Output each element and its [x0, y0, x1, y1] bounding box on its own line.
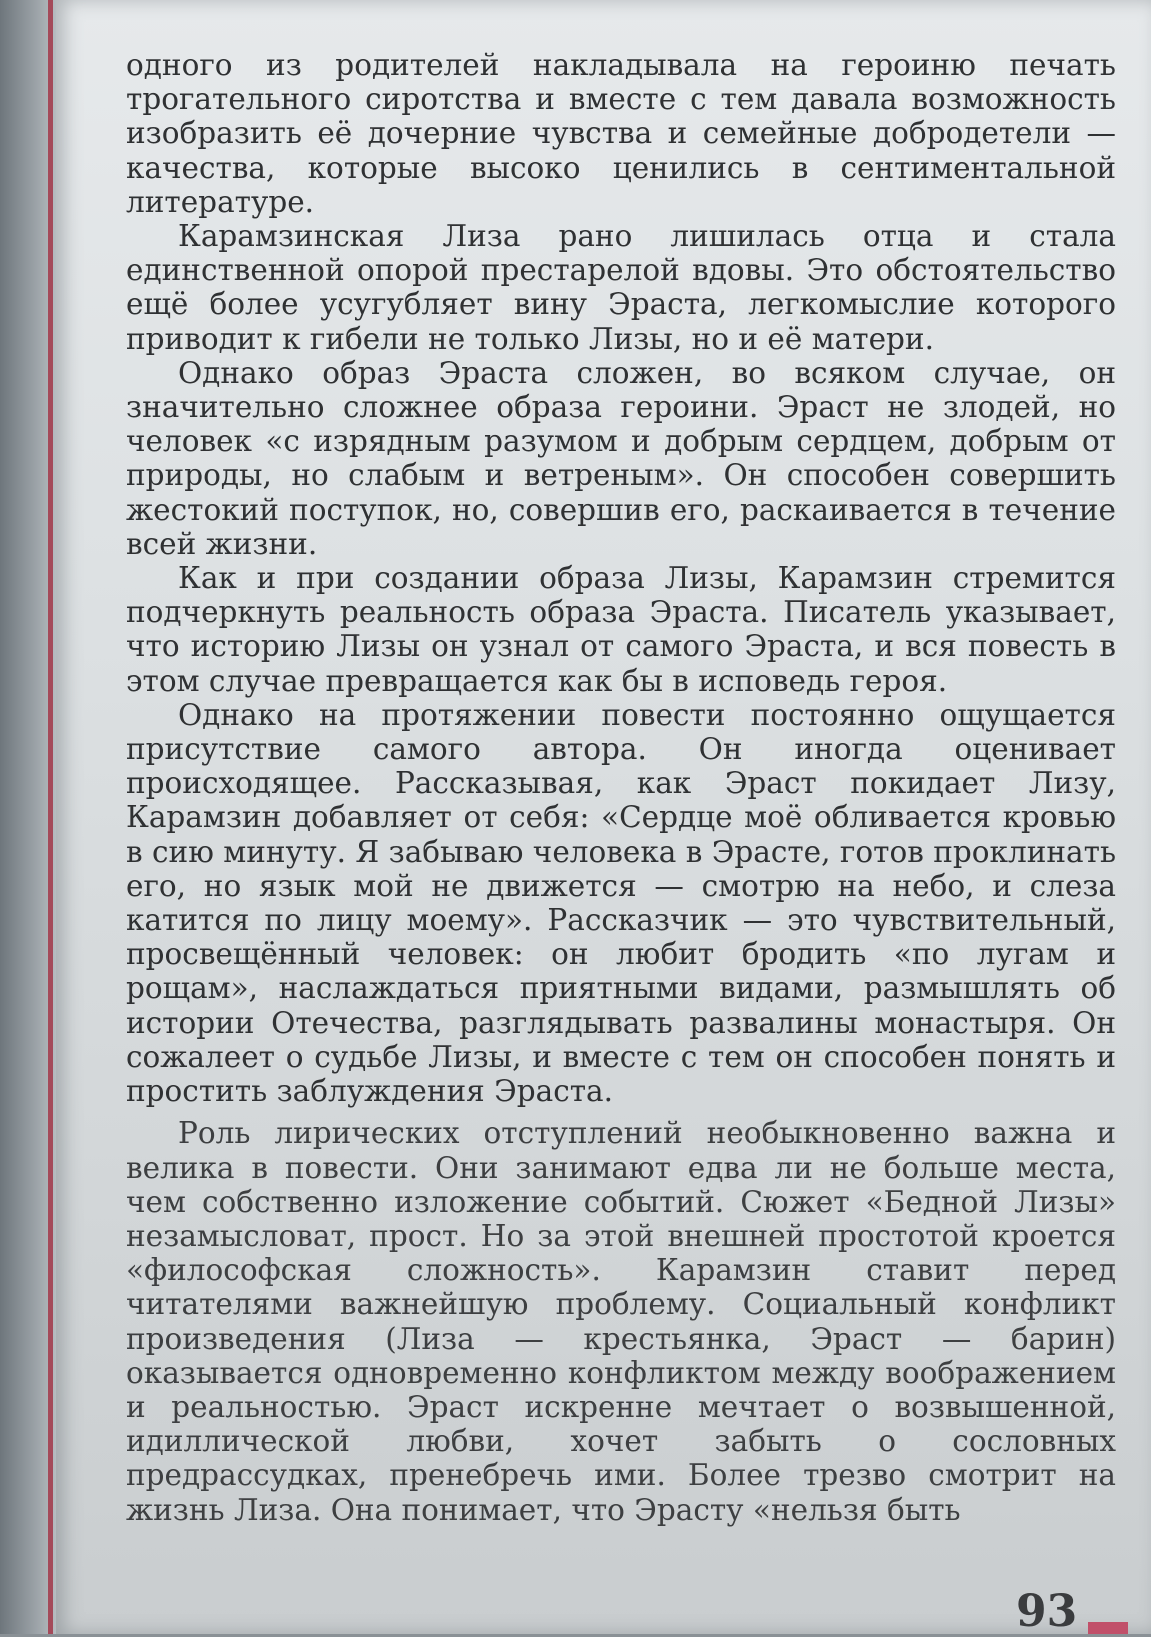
paragraph-6: Роль лирических отступлений необыкновенно важна и велика в повести. Они занимают едва ли не больше места, чем собственно изложение событий. Сюжет «Бедной Лизы» незамысловат, прост. Но за этой внешней простотой кроется «философская сложность». Карамзин ставит перед читателями важнейшую проблему. Социальный конфликт произведения (Лиза — крестьянка, Эраст — барин) оказывается одновременно конфликтом между воображением и реальностью. Эраст искренне мечтает о возвышенной, идиллической любви, хочет забыть о сословных предрассудках, пренебречь ими. Более трезво смотрит на жизнь Лиза. Она понимает, что Эрасту «нельзя быть [126, 1116, 1116, 1527]
paragraph-1: одного из родителей накладывала на героиню печать трогательного сиротства и вместе с тем давала возможность изобразить её дочерние чувства и семейные добродетели — качества, которые высоко ценились в сентиментальной литературе. [126, 48, 1116, 219]
page-number-accent [1088, 1622, 1128, 1634]
page-text [126, 48, 1116, 1527]
page-number: 93 [1016, 1586, 1078, 1637]
paragraph-5: Однако на протяжении повести постоянно ощущается присутствие самого автора. Он иногда оценивает происходящее. Рассказывая, как Эраст покидает Лизу, Карамзин добавляет от себя: «Сердце моё обливается кровью в сию минуту. Я забываю человека в Эрасте, готов проклинать его, но язык мой не движется — смотрю на небо, и слеза катится по лицу моему». Рассказчик — это чувствительный, просвещённый человек: он любит бродить «по лугам и рощам», наслаждаться приятными видами, размышлять об истории Отечества, разглядывать развалины монастыря. Он сожалеет о судьбе Лизы, и вместе с тем он способен понять и простить заблуждения Эраста. [126, 697, 1116, 1109]
paragraph-2: Карамзинская Лиза рано лишилась отца и стала единственной опорой престарелой вдовы. Это обстоятельство ещё более усугубляет вину Эраста, легкомыслие которого приводит к гибели не только Лизы, но и её матери. [126, 219, 1116, 356]
paragraph-3: Однако образ Эраста сложен, во всяком случае, он значительно сложнее образа героини. Эраст не злодей, но человек «с изрядным разумом и добрым сердцем, добрым от природы, но слабым и ветреным». Он способен совершить жестокий поступок, но, совершив его, раскаивается в течение всей жизни. [126, 355, 1116, 561]
binding-edge [48, 0, 53, 1634]
paragraph-4: Как и при создании образа Лизы, Карамзин стремится подчеркнуть реальность образа Эраста. Писатель указывает, что историю Лизы он узнал от самого Эраста, и вся повесть в этом случае превращается как бы в исповедь героя. [126, 561, 1116, 698]
book-page [56, 0, 1151, 1637]
